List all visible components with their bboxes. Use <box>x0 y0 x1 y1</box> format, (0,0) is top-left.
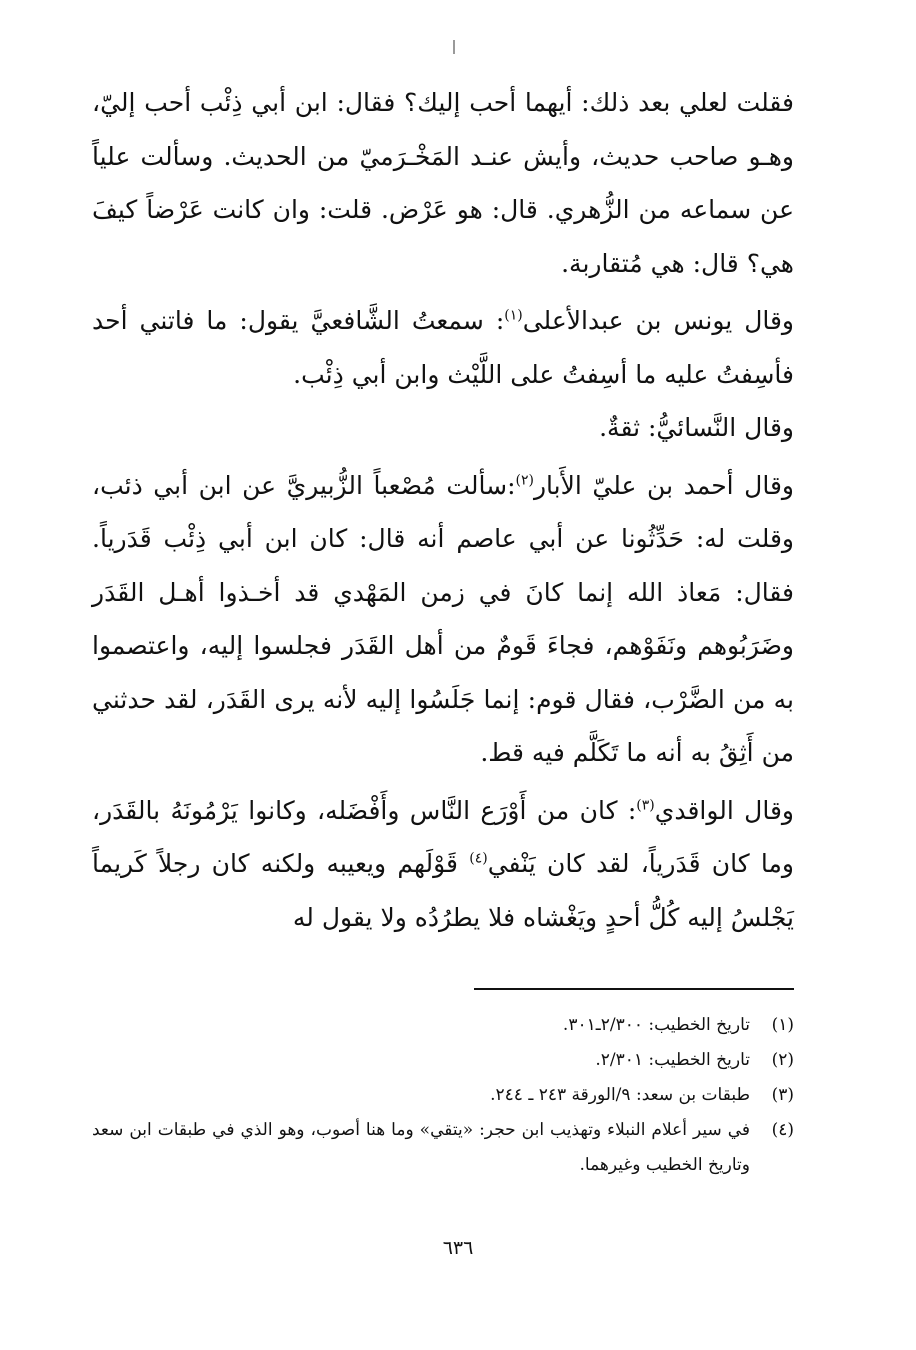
paragraph-2-text-b: : سمعتُ الشَّافعيَّ يقول: ما فاتني أحد فأسِفتُ عليه ما أسِفتُ على اللَّيْث وابن أبي ذِئْب. <box>92 306 794 389</box>
footnotes <box>92 1008 794 1183</box>
footnote-ref-1: (١) <box>504 307 523 324</box>
footnote-ref-2: (٢) <box>515 472 534 489</box>
paragraph-2 <box>92 294 794 401</box>
paragraph-5-text-a: وقال الواقدي <box>654 795 794 825</box>
paragraph-3: وقال النَّسائيُّ: ثقةٌ. <box>599 413 794 442</box>
main-text-block <box>92 76 794 944</box>
paragraph-5 <box>92 784 794 945</box>
footnote-2 <box>92 1043 794 1078</box>
footnote-text: تاريخ الخطيب: ٢/٣٠٠ـ٣٠١. <box>562 1015 750 1035</box>
paragraph-5-text-b: : كان من أَوْرَع النَّاس وأَفْضَله، وكانوا يَرْمُونَهُ بالقَدَر، وما كان قَدَرياً، لقد كان يَنْفي <box>92 795 794 878</box>
footnote-number: (٢) <box>771 1050 794 1070</box>
footnote-text: في سير أعلام النبلاء وتهذيب ابن حجر: «يتقي» وما هنا أصوب، وهو الذي في طبقات ابن سعد وتاريخ الخطيب وغيرهما. <box>92 1120 750 1175</box>
paragraph-2-text-a: وقال يونس بن عبدالأعلى <box>522 306 794 335</box>
paragraph-5-text-c: قَوْلَهم ويعيبه ولكنه كان رجلاً كَريماً يَجْلسُ إليه كُلُّ أحدٍ ويَغْشاه فلا يطرُدُه ولا يقول له <box>92 849 794 932</box>
footnote-separator <box>474 988 794 990</box>
top-margin-mark <box>453 40 455 54</box>
footnote-1 <box>92 1008 794 1043</box>
paragraph-1: فقلت لعلي بعد ذلك: أيهما أحب إليك؟ فقال: ابن أبي ذِئْب أحب إليّ، وهـو صاحب حديث، وأيش عنـد المَخْـرَميّ من الحديث. وسألت علياً عن سماعه من الزُّهري. قال: هو عَرْض. قلت: وان كانت عَرْضاً كيفَ هي؟ قال: هي مُتقاربة. <box>92 88 794 278</box>
footnote-ref-3: (٣) <box>636 797 655 814</box>
page-number: ٦٣٦ <box>442 1237 474 1259</box>
paragraph-4-text-b: :سألت مُصْعباً الزُّبيريَّ عن ابن أبي ذئب، وقلت له: حَدِّثُونا عن أبي عاصم أنه قال: كان ابن أبي ذِئْب قَدَرياً. فقال: مَعاذ الله إنما كانَ في زمن المَهْدي قد أخـذوا أهـل القَدَر وضَرَبُوهم ونَفَوْهم، فجاءَ قَومٌ من أهل القَدَر فجلسوا إليه، واعتصموا به من الضَّرْب، فقال قوم: إنما جَلَسُوا إليه لأنه يرى القَدَر، لقد حدثني من أَثِقُ به أنه ما تَكَلَّم فيه قط. <box>92 470 794 767</box>
footnote-3 <box>92 1078 794 1113</box>
footnote-4 <box>92 1113 794 1183</box>
footnote-text: طبقات بن سعد: ٩/الورقة ٢٤٣ ـ ٢٤٤. <box>490 1085 750 1105</box>
paragraph-4-text-a: وقال أحمد بن عليّ الأَبار <box>533 470 794 500</box>
footnote-number: (٣) <box>771 1085 794 1105</box>
footnote-number: (١) <box>771 1015 794 1035</box>
footnote-text: تاريخ الخطيب: ٢/٣٠١. <box>595 1050 750 1070</box>
paragraph-4 <box>92 459 794 780</box>
footnote-number: (٤) <box>771 1120 794 1140</box>
footnote-ref-4: (٤) <box>469 850 488 867</box>
